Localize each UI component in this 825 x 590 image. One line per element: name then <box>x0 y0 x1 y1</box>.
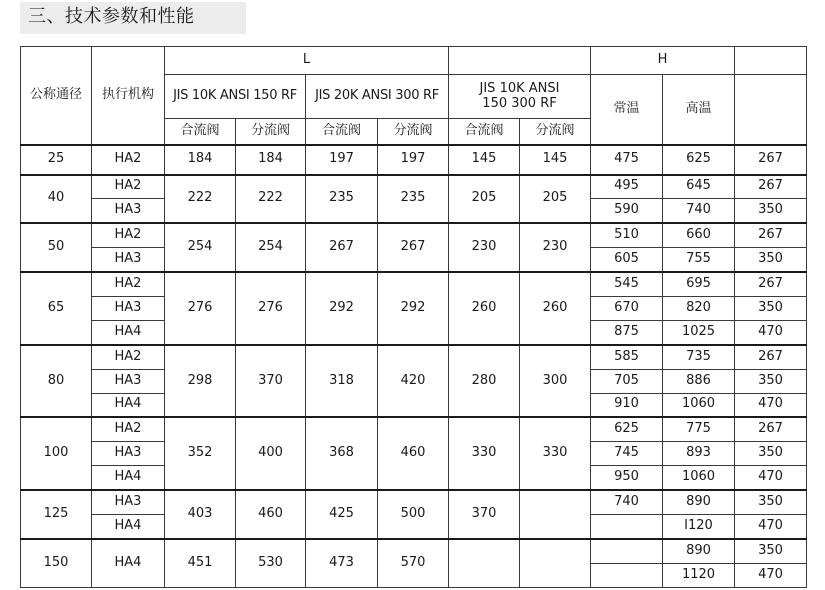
cell-L-value: 230 <box>520 223 591 272</box>
cell-actuator: HA2 <box>92 145 165 175</box>
cell-L-value: 420 <box>378 345 449 418</box>
header-blank-1 <box>449 47 591 75</box>
cell-actuator: HA3 <box>92 369 165 393</box>
header-split: 分流阀 <box>520 119 591 145</box>
cell-H-normal <box>591 563 663 587</box>
cell-H-normal: 585 <box>591 345 663 369</box>
cell-L-value: 235 <box>378 175 449 224</box>
cell-extra: 267 <box>735 345 807 369</box>
cell-actuator: HA4 <box>92 514 165 538</box>
table-row <box>21 539 807 563</box>
cell-dn: 25 <box>21 145 92 175</box>
cell-extra: 350 <box>735 539 807 563</box>
cell-extra: 267 <box>735 223 807 247</box>
cell-H-normal: 950 <box>591 466 663 490</box>
cell-L-value: 280 <box>449 345 520 418</box>
cell-L-value: 222 <box>165 175 236 224</box>
cell-L-value: 276 <box>165 272 236 345</box>
cell-H-high: 735 <box>663 345 735 369</box>
cell-L-value: 267 <box>378 223 449 272</box>
header-std-jis10k-ansi <box>449 75 591 119</box>
cell-H-high: 755 <box>663 248 735 272</box>
cell-dn: 150 <box>21 539 92 587</box>
header-blank-3 <box>735 75 807 145</box>
header-actuator: 执行机构 <box>92 47 165 145</box>
cell-actuator: HA4 <box>92 539 165 587</box>
cell-H-normal: 910 <box>591 393 663 417</box>
cell-H-normal: 590 <box>591 199 663 223</box>
cell-L-value: 530 <box>236 539 306 587</box>
cell-H-normal: 475 <box>591 145 663 175</box>
cell-H-high: 625 <box>663 145 735 175</box>
cell-L-value: 145 <box>520 145 591 175</box>
cell-extra: 267 <box>735 272 807 296</box>
cell-actuator: HA3 <box>92 296 165 320</box>
cell-L-value: 145 <box>449 145 520 175</box>
cell-L-value <box>449 539 520 587</box>
cell-H-high: 890 <box>663 490 735 514</box>
cell-L-value: 352 <box>165 417 236 490</box>
cell-extra: 267 <box>735 417 807 441</box>
cell-H-high: 1060 <box>663 466 735 490</box>
header-split: 分流阀 <box>378 119 449 145</box>
cell-H-normal: 670 <box>591 296 663 320</box>
cell-L-value: 500 <box>378 490 449 539</box>
header-dn: 公称通径 <box>21 47 92 145</box>
cell-actuator: HA4 <box>92 466 165 490</box>
table-row <box>21 345 807 369</box>
cell-actuator: HA4 <box>92 393 165 417</box>
table-row <box>21 490 807 514</box>
cell-L-value: 276 <box>236 272 306 345</box>
cell-extra: 350 <box>735 369 807 393</box>
cell-L-value: 184 <box>236 145 306 175</box>
cell-L-value: 260 <box>449 272 520 345</box>
table-row <box>21 175 807 199</box>
header-normal-temp: 常温 <box>591 75 663 145</box>
cell-L-value: 184 <box>165 145 236 175</box>
cell-actuator: HA2 <box>92 272 165 296</box>
header-split: 分流阀 <box>236 119 306 145</box>
cell-extra: 350 <box>735 442 807 466</box>
cell-dn: 80 <box>21 345 92 418</box>
cell-H-normal: 495 <box>591 175 663 199</box>
cell-H-high: 740 <box>663 199 735 223</box>
cell-actuator: HA3 <box>92 442 165 466</box>
table-header <box>21 47 807 145</box>
cell-L-value <box>520 490 591 539</box>
cell-L-value: 230 <box>449 223 520 272</box>
cell-L-value: 254 <box>165 223 236 272</box>
cell-actuator: HA3 <box>92 490 165 514</box>
cell-extra: 470 <box>735 466 807 490</box>
header-high-temp: 高温 <box>663 75 735 145</box>
cell-H-high: 660 <box>663 223 735 247</box>
cell-actuator: HA2 <box>92 175 165 199</box>
cell-extra: 350 <box>735 199 807 223</box>
cell-L-value: 473 <box>306 539 378 587</box>
header-std-line2: 150 300 RF <box>482 95 557 111</box>
cell-L-value: 425 <box>306 490 378 539</box>
header-combine: 合流阀 <box>306 119 378 145</box>
cell-L-value: 318 <box>306 345 378 418</box>
header-L: L <box>165 47 449 75</box>
cell-L-value: 460 <box>378 417 449 490</box>
cell-H-high: 645 <box>663 175 735 199</box>
cell-actuator: HA2 <box>92 345 165 369</box>
cell-L-value: 298 <box>165 345 236 418</box>
table-row <box>21 145 807 175</box>
spec-table <box>20 46 807 588</box>
cell-H-high: I120 <box>663 514 735 538</box>
cell-H-normal <box>591 514 663 538</box>
cell-H-normal: 745 <box>591 442 663 466</box>
table-row <box>21 417 807 441</box>
table-row <box>21 272 807 296</box>
table-body <box>21 145 807 588</box>
cell-L-value: 235 <box>306 175 378 224</box>
cell-actuator: HA2 <box>92 417 165 441</box>
header-combine: 合流阀 <box>449 119 520 145</box>
header-H: H <box>591 47 735 75</box>
cell-L-value: 400 <box>236 417 306 490</box>
cell-extra: 350 <box>735 248 807 272</box>
cell-dn: 65 <box>21 272 92 345</box>
cell-L-value: 205 <box>520 175 591 224</box>
cell-actuator: HA4 <box>92 320 165 344</box>
cell-H-normal: 545 <box>591 272 663 296</box>
cell-L-value: 330 <box>520 417 591 490</box>
cell-L-value: 451 <box>165 539 236 587</box>
cell-H-normal: 605 <box>591 248 663 272</box>
cell-H-high: 890 <box>663 539 735 563</box>
cell-dn: 50 <box>21 223 92 272</box>
cell-H-normal: 875 <box>591 320 663 344</box>
cell-L-value: 267 <box>306 223 378 272</box>
cell-L-value: 570 <box>378 539 449 587</box>
cell-extra: 267 <box>735 175 807 199</box>
cell-H-high: 1060 <box>663 393 735 417</box>
cell-L-value: 403 <box>165 490 236 539</box>
cell-L-value: 370 <box>236 345 306 418</box>
cell-L-value: 368 <box>306 417 378 490</box>
cell-actuator: HA3 <box>92 199 165 223</box>
cell-L-value: 292 <box>306 272 378 345</box>
cell-dn: 125 <box>21 490 92 539</box>
cell-L-value: 197 <box>306 145 378 175</box>
header-blank-2 <box>735 47 807 75</box>
header-std-jis20k: JIS 20K ANSI 300 RF <box>306 75 449 119</box>
cell-H-normal: 510 <box>591 223 663 247</box>
cell-extra: 470 <box>735 320 807 344</box>
cell-H-high: 695 <box>663 272 735 296</box>
cell-extra: 350 <box>735 296 807 320</box>
cell-extra: 470 <box>735 563 807 587</box>
cell-L-value: 254 <box>236 223 306 272</box>
cell-H-normal <box>591 539 663 563</box>
cell-H-high: 1120 <box>663 563 735 587</box>
table-row <box>21 223 807 247</box>
cell-L-value: 197 <box>378 145 449 175</box>
cell-L-value: 205 <box>449 175 520 224</box>
cell-L-value: 222 <box>236 175 306 224</box>
cell-actuator: HA2 <box>92 223 165 247</box>
cell-L-value: 330 <box>449 417 520 490</box>
cell-L-value: 460 <box>236 490 306 539</box>
cell-L-value: 370 <box>449 490 520 539</box>
cell-actuator: HA3 <box>92 248 165 272</box>
cell-H-normal: 625 <box>591 417 663 441</box>
cell-H-normal: 705 <box>591 369 663 393</box>
cell-H-high: 775 <box>663 417 735 441</box>
cell-L-value: 260 <box>520 272 591 345</box>
cell-H-high: 886 <box>663 369 735 393</box>
cell-extra: 470 <box>735 393 807 417</box>
cell-H-high: 1025 <box>663 320 735 344</box>
cell-dn: 100 <box>21 417 92 490</box>
cell-extra: 350 <box>735 490 807 514</box>
cell-H-high: 820 <box>663 296 735 320</box>
cell-L-value: 300 <box>520 345 591 418</box>
header-std-line1: JIS 10K ANSI <box>479 80 560 96</box>
cell-H-high: 893 <box>663 442 735 466</box>
cell-dn: 40 <box>21 175 92 224</box>
cell-extra: 267 <box>735 145 807 175</box>
cell-L-value <box>520 539 591 587</box>
section-title: 三、技术参数和性能 <box>20 2 246 34</box>
header-std-jis10k: JIS 10K ANSI 150 RF <box>165 75 306 119</box>
cell-extra: 470 <box>735 514 807 538</box>
cell-H-normal: 740 <box>591 490 663 514</box>
header-combine: 合流阀 <box>165 119 236 145</box>
cell-L-value: 292 <box>378 272 449 345</box>
